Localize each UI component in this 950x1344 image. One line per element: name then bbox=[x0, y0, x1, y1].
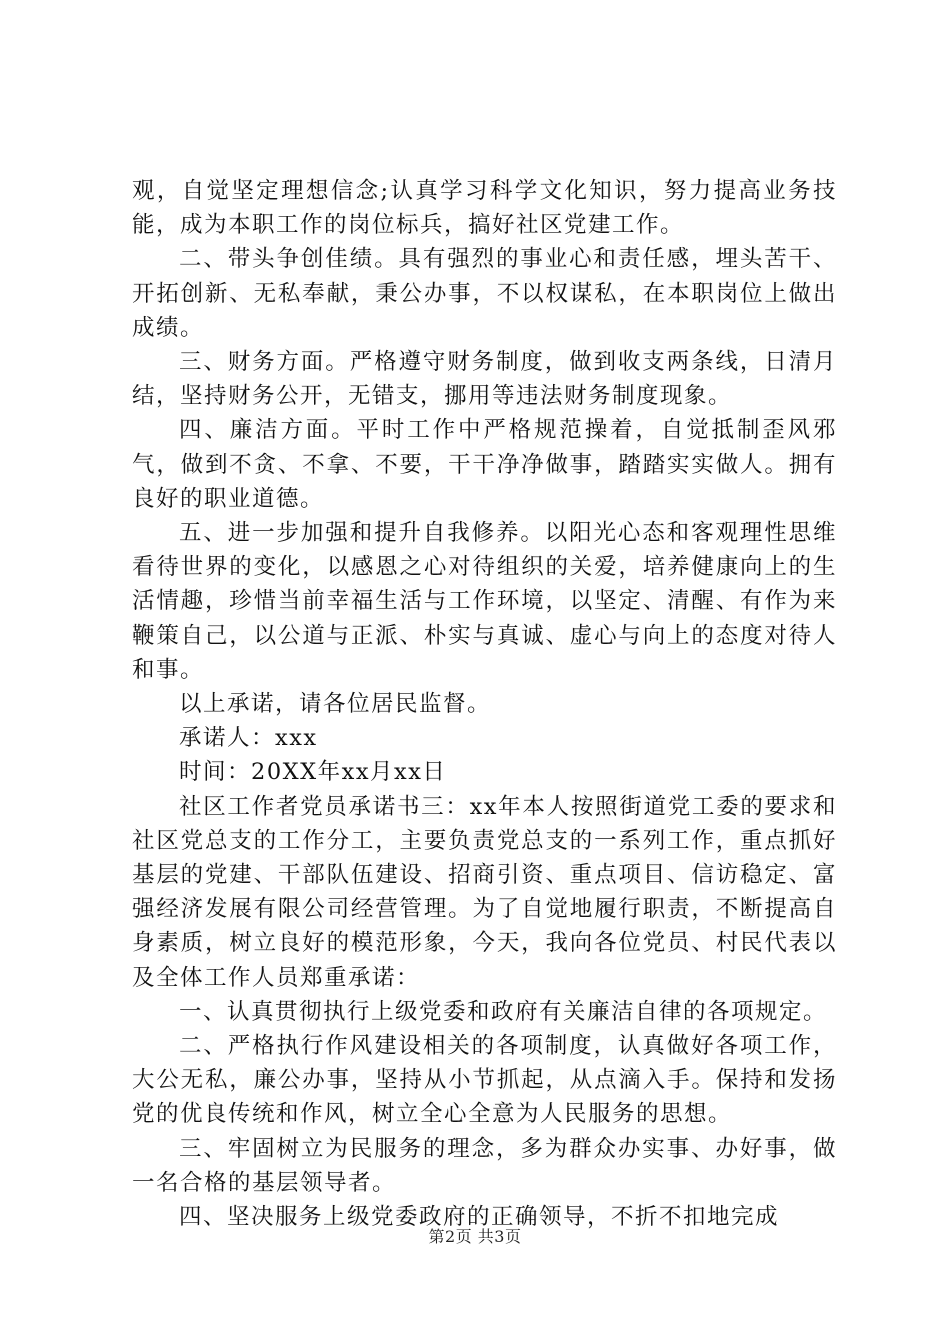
paragraph-signatory: 承诺人：xxx bbox=[179, 725, 318, 752]
paragraph-section-three-item-1: 一、认真贯彻执行上级党委和政府有关廉洁自律的各项规定。 bbox=[179, 998, 828, 1025]
paragraph-closing: 以上承诺，请各位居民监督。 bbox=[179, 691, 492, 718]
paragraph-section-three-intro: 社区工作者党员承诺书三：xx年本人按照街道党工委的要求和社区党总支的工作分工，主要负责党总支的一系列工作，重点抓好基层的党建、干部队伍建设、招商引资、重点项目、信访稳定、富强经济发展有限公司经营管理。为了自觉地履行职责，不断提高自身素质，树立良好的模范形象，今天，我向各位党员、村民代表以及全体工作人员郑重承诺： bbox=[132, 793, 837, 991]
paragraph-item-4: 四、廉洁方面。平时工作中严格规范操着，自觉抵制歪风邪气，做到不贪、不拿、不要，干干净净做事，踏踏实实做人。拥有良好的职业道德。 bbox=[132, 417, 837, 512]
paragraph-section-three-item-3: 三、牢固树立为民服务的理念，多为群众办实事、办好事，做一名合格的基层领导者。 bbox=[132, 1135, 837, 1196]
paragraph-continued: 观，自觉坚定理想信念;认真学习科学文化知识，努力提高业务技能，成为本职工作的岗位标兵，搞好社区党建工作。 bbox=[132, 178, 837, 239]
page-number-footer: 第2页 共3页 bbox=[428, 1227, 522, 1246]
document-body bbox=[132, 174, 837, 1234]
paragraph-section-three-item-4: 四、坚决服务上级党委政府的正确领导，不折不扣地完成 bbox=[179, 1204, 780, 1231]
paragraph-item-5: 五、进一步加强和提升自我修养。以阳光心态和客观理性思维看待世界的变化，以感恩之心对待组织的关爱，培养健康向上的生活情趣，珍惜当前幸福生活与工作环境，以坚定、清醒、有作为来鞭策自己，以公道与正派、朴实与真诚、虚心与向上的态度对待人和事。 bbox=[132, 520, 837, 683]
paragraph-date: 时间：20XX年xx月xx日 bbox=[179, 759, 447, 786]
paragraph-item-2: 二、带头争创佳绩。具有强烈的事业心和责任感，埋头苦干、开拓创新、无私奉献，秉公办事，不以权谋私，在本职岗位上做出成绩。 bbox=[132, 246, 837, 341]
paragraph-item-3: 三、财务方面。严格遵守财务制度，做到收支两条线，日清月结，坚持财务公开，无错支，挪用等违法财务制度现象。 bbox=[132, 349, 837, 410]
paragraph-section-three-item-2: 二、严格执行作风建设相关的各项制度，认真做好各项工作，大公无私，廉公办事，坚持从小节抓起，从点滴入手。保持和发扬党的优良传统和作风，树立全心全意为人民服务的思想。 bbox=[132, 1033, 837, 1128]
